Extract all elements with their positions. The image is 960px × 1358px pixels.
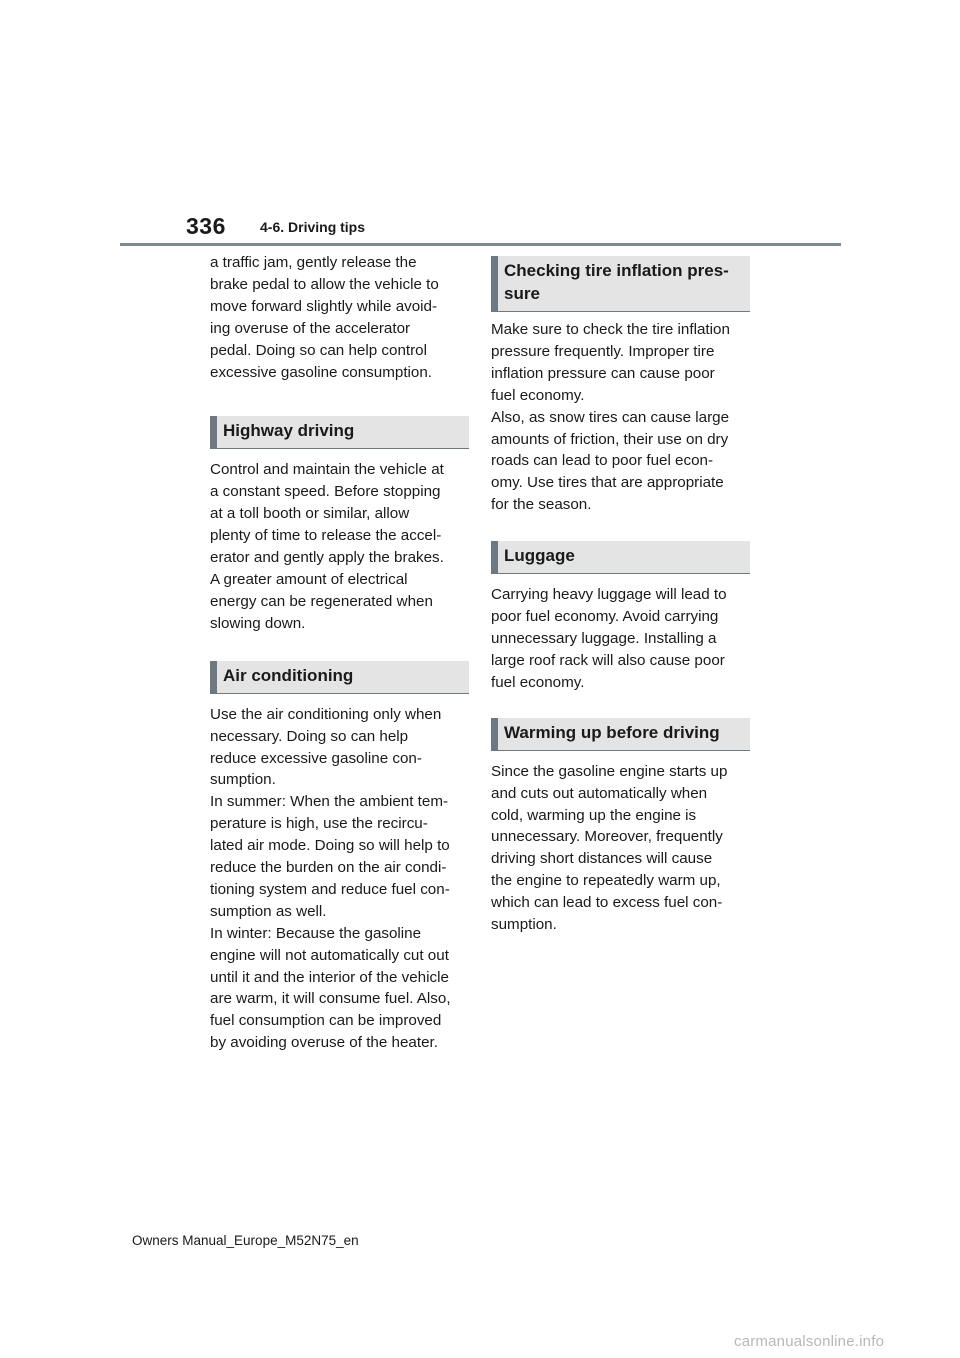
right-column xyxy=(491,256,753,936)
tire-pressure-heading: Checking tire inflation pres- sure xyxy=(491,256,750,312)
tire-pressure-body: Make sure to check the tire inflation pressure frequently. Improper tire inflation pressure can cause poor fuel economy. Also, as snow tires can cause large amounts of friction, their use on dry roads can lead to poor fuel econ- omy. Use tires that are appropriate for the season. xyxy=(491,321,730,514)
header-divider xyxy=(120,243,841,246)
highway-driving-body: Control and maintain the vehicle at a constant speed. Before stopping at a toll booth or similar, allow plenty of time to release the accel- erator and gently apply the brakes. A greater amount of electrical energy can be regenerated when slowing down. xyxy=(210,461,444,632)
watermark: carmanualsonline.info xyxy=(734,1333,885,1350)
luggage-heading: Luggage xyxy=(491,541,750,574)
air-conditioning-heading: Air conditioning xyxy=(210,661,469,694)
left-column xyxy=(210,252,472,1054)
section-label: 4-6. Driving tips xyxy=(260,219,366,235)
page-number: 336 xyxy=(186,213,226,239)
footer-manual-id: Owners Manual_Europe_M52N75_en xyxy=(132,1233,359,1248)
luggage-body: Carrying heavy luggage will lead to poor fuel economy. Avoid carrying unnecessary luggage. Installing a large roof rack will also cause poor fuel economy. xyxy=(491,586,727,691)
warming-up-body: Since the gasoline engine starts up and cuts out automatically when cold, warming up the engine is unnecessary. Moreover, frequently driving short distances will cause the engine to repeatedly warm up, which can lead to excess fuel con- sumption. xyxy=(491,762,728,934)
warming-up-heading: Warming up before driving xyxy=(491,718,750,751)
highway-driving-heading: Highway driving xyxy=(210,416,469,449)
air-conditioning-body: Use the air conditioning only when necessary. Doing so can help reduce excessive gasoline con- sumption. In summer: When the ambient tem- perature is high, use the recircu- lated air mode. Doing so will help to reduce the burden on the air condi- tioning system and reduce fuel con- sumption as well. In winter: Because the gasoline engine will not automatically cut out until it and the interior of the vehicle are warm, it will consume fuel. Also, fuel consumption can be improved by avoiding overuse of the heater. xyxy=(210,705,451,1052)
intro-paragraph: a traffic jam, gently release the brake pedal to allow the vehicle to move forward slightly while avoid- ing overuse of the accelerator pedal. Doing so can help control excessive gasoline consumption. xyxy=(210,254,439,381)
